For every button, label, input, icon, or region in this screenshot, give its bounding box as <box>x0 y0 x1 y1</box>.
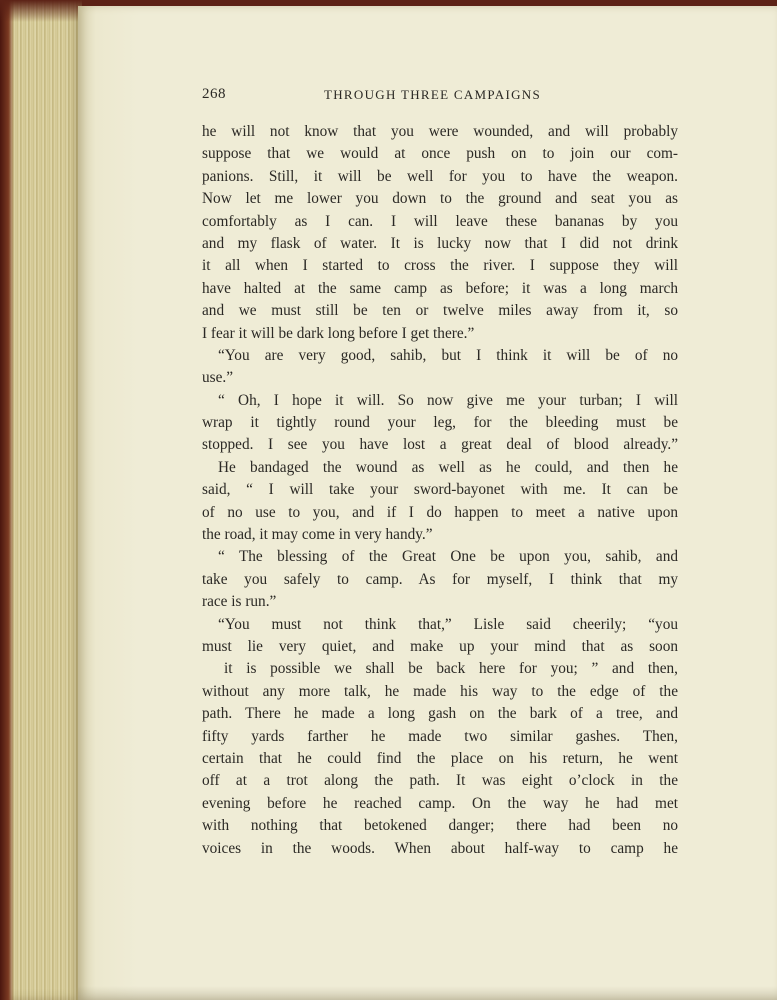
text-line: it is possible we shall be back here for you; ” and then, <box>224 660 678 678</box>
text-line: and we must still be ten or twelve miles away from it, so <box>202 302 678 320</box>
text-line: fifty yards farther he made two similar gashes. Then, <box>202 727 678 745</box>
text-line: comfortably as I can. I will leave these bananas by you <box>202 212 678 230</box>
text-line: race is run.” <box>202 593 277 611</box>
text-line: and my flask of water. It is lucky now that I did not drink <box>202 234 678 252</box>
text-line: off at a trot along the path. It was eight o’clock in the <box>202 772 678 790</box>
page-header <box>202 86 682 106</box>
text-line: He bandaged the wound as well as he could, and then he <box>218 458 678 476</box>
text-line: panions. Still, it will be well for you to have the weapon. <box>202 167 678 185</box>
text-line: said, “ I will take your sword-bayonet with me. It can be <box>202 481 678 499</box>
text-line: he will not know that you were wounded, and will probably <box>202 123 678 140</box>
text-line: stopped. I see you have lost a great deal of blood already.” <box>202 436 678 454</box>
text-line: “You must not think that,” Lisle said cheerily; “you <box>218 615 678 633</box>
page-number: 268 <box>202 86 226 102</box>
text-line: the road, it may come in very handy.” <box>202 526 433 544</box>
running-head: THROUGH THREE CAMPAIGNS <box>324 87 541 102</box>
text-line: must lie very quiet, and make up your mind that as soon <box>202 637 678 655</box>
text-line: “ The blessing of the Great One be upon you, sahib, and <box>218 548 678 566</box>
text-line: certain that he could find the place on his return, he went <box>202 749 678 767</box>
text-line: wrap it tightly round your leg, for the bleeding must be <box>202 414 678 432</box>
text-line: path. There he made a long gash on the bark of a tree, and <box>202 705 678 723</box>
text-line: evening before he reached camp. On the way he had met <box>202 794 678 812</box>
text-line: use.” <box>202 369 234 387</box>
text-line: suppose that we would at once push on to join our com- <box>202 145 678 163</box>
text-line: of no use to you, and if I do happen to meet a native upon <box>202 503 678 521</box>
text-line: take you safely to camp. As for myself, I think that my <box>202 570 678 588</box>
text-line: it all when I started to cross the river. I suppose they will <box>202 257 678 275</box>
text-line: with nothing that betokened danger; there had been no <box>202 817 678 835</box>
body-text <box>202 121 678 860</box>
text-line: I fear it will be dark long before I get there.” <box>202 324 475 342</box>
text-line: without any more talk, he made his way to the edge of the <box>202 682 678 700</box>
text-line: “ Oh, I hope it will. So now give me your turban; I will <box>218 391 678 409</box>
text-line: Now let me lower you down to the ground and seat you as <box>202 190 678 208</box>
page-edges <box>0 0 82 1000</box>
text-line: have halted at the same camp as before; it was a long march <box>202 279 678 297</box>
text-line: “You are very good, sahib, but I think it will be of no <box>218 346 678 364</box>
text-line: voices in the woods. When about half-way to camp he <box>202 839 678 857</box>
